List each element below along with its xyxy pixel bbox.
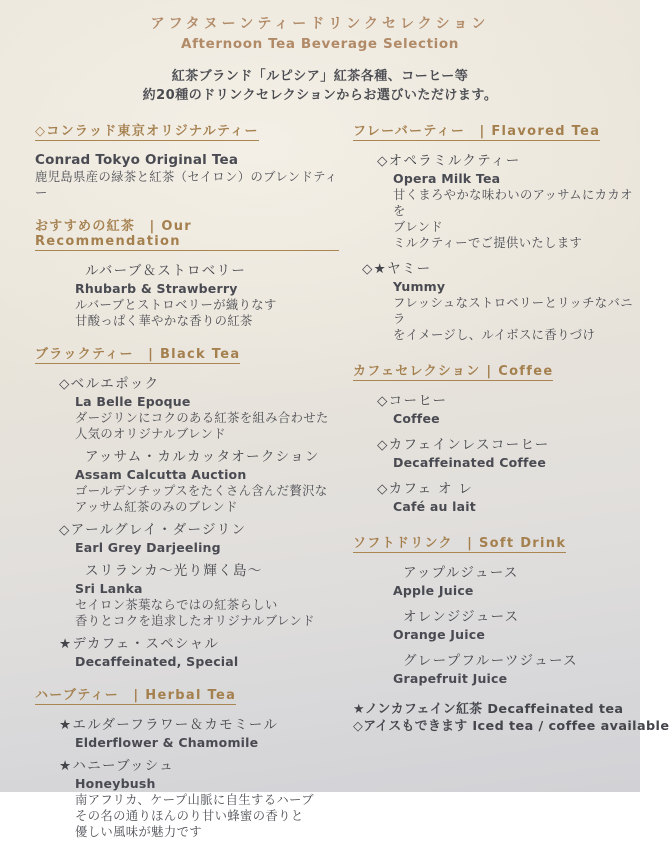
item-name-en: Rhubarb & Strawberry — [75, 280, 238, 296]
footnote-line: ★ノンカフェイン紅茶 Decaffeinated tea — [353, 701, 624, 717]
item-name-jp: ◇カフェインレスコーヒー — [377, 436, 550, 453]
item-name-en: Decaffeinated, Special — [75, 653, 239, 669]
menu-item — [35, 375, 339, 442]
menu-header — [0, 0, 640, 106]
item-description-line: フレッシュなストロベリーとリッチなバニラ — [393, 295, 633, 326]
left-column — [35, 120, 353, 846]
item-name-en: La Belle Epoque — [75, 393, 191, 409]
menu-section — [35, 120, 339, 201]
section-header: ソフトドリンク | Soft Drink — [353, 532, 566, 553]
menu-section — [35, 676, 339, 840]
item-description-line: アッサム紅茶のみのブレンド — [75, 499, 238, 514]
item-name-en: Grapefruit Juice — [393, 670, 508, 686]
section-header: ブラックティー | Black Tea — [35, 343, 240, 364]
intro-text — [0, 68, 640, 106]
item-description-line: 優しい風味が魅力です — [75, 824, 202, 839]
item-name-en: Elderflower & Chamomile — [75, 734, 259, 750]
menu-section — [35, 335, 339, 670]
item-name-jp: ◇コーヒー — [377, 392, 448, 409]
menu-columns — [0, 106, 669, 846]
item-description-line: 甘酸っぱく華やかな香りの紅茶 — [75, 313, 253, 328]
intro-line: 約20種のドリンクセレクションからお選びいただけます。 — [142, 87, 498, 103]
item-name-en: Apple Juice — [393, 582, 474, 598]
item-name-jp: ◇★ヤミー — [362, 260, 432, 277]
item-description-line: 甘くまろやかな味わいのアッサムにカカオを — [393, 187, 633, 218]
item-name-en: Opera Milk Tea — [393, 170, 501, 186]
menu-item — [35, 716, 339, 751]
section-header: おすすめの紅茶 | Our Recommendation — [35, 215, 339, 251]
item-name-en: Earl Grey Darjeeling — [75, 539, 221, 555]
menu-section — [353, 352, 639, 515]
page-title: アフタヌーンティードリンクセレクション — [150, 16, 490, 32]
menu-item — [353, 260, 639, 343]
item-description-line: ゴールデンチップスをたくさん含んだ贅沢な — [75, 483, 328, 498]
right-column — [353, 120, 669, 735]
item-name-en: Honeybush — [75, 775, 156, 791]
menu-item — [353, 608, 639, 643]
item-name-en: Café au lait — [393, 498, 476, 514]
menu-item — [353, 652, 639, 687]
item-name-jp: ルバーブ＆ストロベリー — [85, 262, 247, 279]
menu-item — [35, 521, 339, 556]
item-name-jp: ◇アールグレイ・ダージリン — [59, 521, 247, 538]
menu-section — [353, 120, 639, 343]
menu-item — [35, 757, 339, 840]
item-name-jp: ◇カフェ オ レ — [377, 480, 474, 497]
item-description-line: ルバーブとストロベリーが織りなす — [75, 297, 277, 312]
item-name-jp: アッサム・カルカッタオークション — [85, 448, 320, 465]
item-name-jp: アップルジュース — [403, 564, 519, 581]
item-description-line: をイメージし、ルイボスに香りづけ — [393, 327, 596, 342]
menu-item — [35, 152, 339, 201]
menu-item — [353, 152, 639, 251]
menu-item — [35, 448, 339, 515]
menu-section — [35, 207, 339, 329]
item-name-en: Decaffeinated Coffee — [393, 454, 547, 470]
item-name-en: Sri Lanka — [75, 580, 143, 596]
section-header: ハーブティー | Herbal Tea — [35, 684, 236, 705]
item-description-line: 人気のオリジナルブレンド — [75, 426, 226, 441]
section-header: フレーバーティー | Flavored Tea — [353, 120, 600, 141]
item-description-line: ミルクティーでご提供いたします — [393, 235, 583, 250]
item-name-jp: ★デカフェ・スペシャル — [59, 635, 220, 652]
item-name-en: Orange Juice — [393, 626, 486, 642]
item-description-line: ダージリンにコクのある紅茶を組み合わせた — [75, 410, 329, 425]
footnotes — [353, 701, 669, 735]
item-name-jp: ★ハニーブッシュ — [59, 757, 175, 774]
page-subtitle: Afternoon Tea Beverage Selection — [181, 36, 459, 52]
menu-item — [35, 262, 339, 329]
item-name-jp: オレンジジュース — [403, 608, 520, 625]
section-header: カフェセレクション | Coffee — [353, 360, 553, 381]
menu-item — [353, 436, 639, 471]
menu-item — [353, 392, 639, 427]
item-description-line: 南アフリカ、ケープ山脈に自生するハーブ — [75, 792, 314, 807]
footnote-line: ◇アイスもできます Iced tea / coffee available — [353, 718, 669, 734]
item-name-jp: グレープフルーツジュース — [403, 652, 578, 669]
item-name-en: Coffee — [393, 410, 440, 426]
intro-line: 紅茶ブランド「ルピシア」紅茶各種、コーヒー等 — [171, 69, 469, 84]
item-name-jp: ◇ベルエポック — [59, 375, 160, 392]
item-name-jp: スリランカ～光り輝く島～ — [85, 562, 263, 579]
section-header: ◇コンラッド東京オリジナルティー — [35, 120, 259, 141]
menu-section — [353, 524, 639, 687]
item-description-line: 香りとコクを追求したオリジナルブレンド — [75, 613, 315, 628]
item-description-line: セイロン茶葉ならではの紅茶らしい — [75, 597, 278, 612]
item-description-line: ブレンド — [393, 219, 443, 234]
menu-item — [353, 564, 639, 599]
item-description-line: その名の通りほんのり甘い蜂蜜の香りと — [75, 808, 304, 823]
item-description-line: 鹿児島県産の緑茶と紅茶（セイロン）のブレンドティー — [35, 169, 338, 200]
item-name-en: Yummy — [393, 278, 446, 294]
item-name-en: Assam Calcutta Auction — [75, 466, 247, 482]
item-name-en: Conrad Tokyo Original Tea — [35, 151, 239, 168]
menu-item — [35, 562, 339, 629]
menu-item — [35, 635, 339, 670]
item-name-jp: ◇オペラミルクティー — [377, 152, 521, 169]
item-name-jp: ★エルダーフラワー＆カモミール — [59, 716, 279, 733]
menu-item — [353, 480, 639, 515]
